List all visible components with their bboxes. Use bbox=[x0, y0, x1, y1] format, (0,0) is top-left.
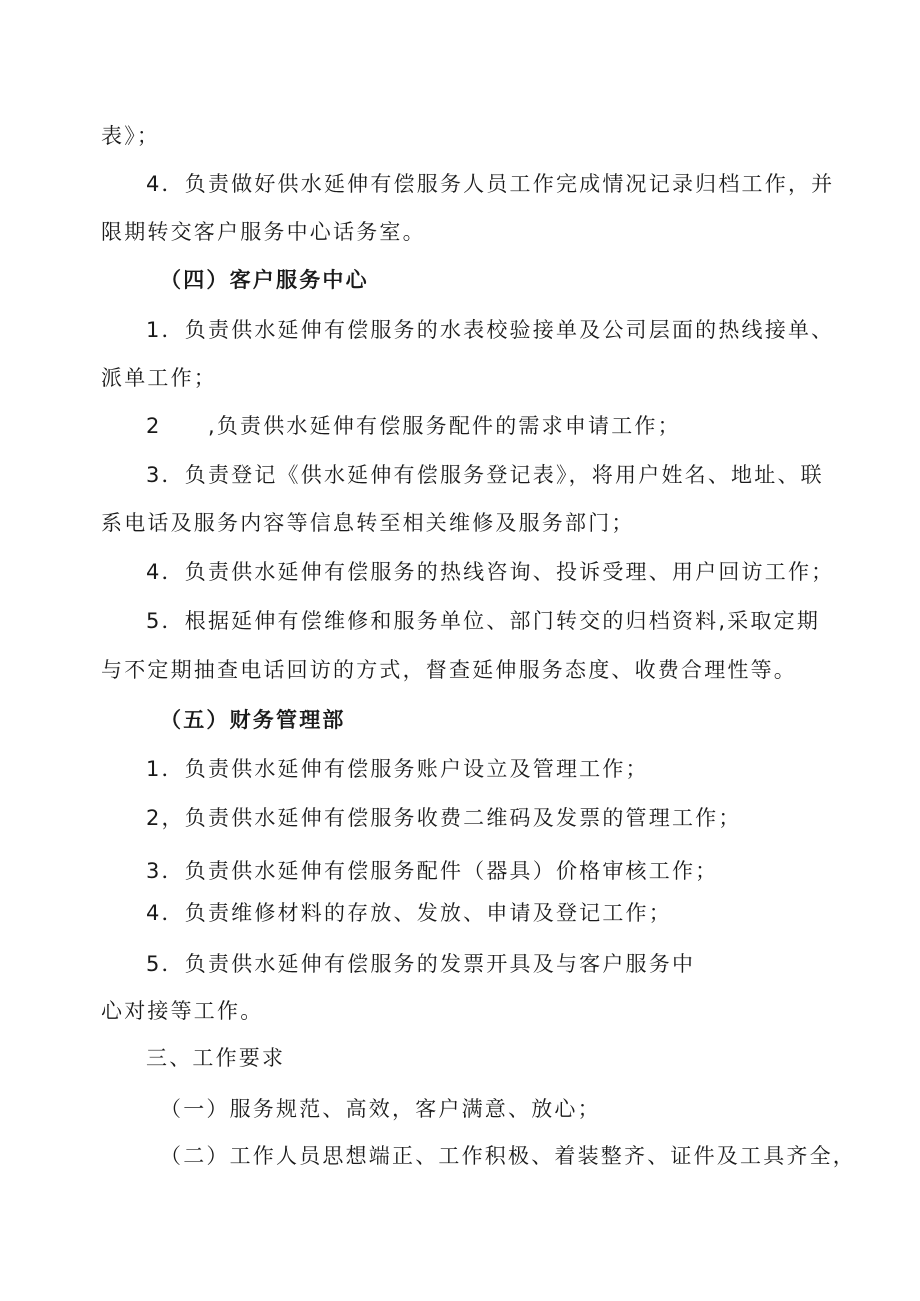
text-line: （二）工作人员思想端正、工作积极、着装整齐、证件及工具齐全， bbox=[160, 1144, 856, 1168]
text-line: 2，负责供水延伸有偿服务收费二维码及发票的管理工作； bbox=[146, 806, 742, 830]
text-line: 4．负责做好供水延伸有偿服务人员工作完成情况记录归档工作，并 bbox=[146, 172, 835, 196]
text-line: 派单工作； bbox=[101, 366, 217, 390]
text-line: 4．负责供水延伸有偿服务的热线咨询、投诉受理、用户回访工作； bbox=[146, 560, 835, 584]
section-heading: （五）财务管理部 bbox=[160, 708, 346, 732]
text-line: 5．负责供水延伸有偿服务的发票开具及与客户服务中 bbox=[146, 952, 696, 976]
text-line: 心对接等工作。 bbox=[101, 999, 264, 1023]
text-line: 表》； bbox=[101, 124, 161, 148]
section-heading: （四）客户服务中心 bbox=[160, 268, 369, 292]
text-line: 限期转交客户服务中心话务室。 bbox=[101, 220, 426, 244]
text-line: 系电话及服务内容等信息转至相关维修及服务部门； bbox=[101, 511, 635, 535]
text-line: 4．负责维修材料的存放、发放、申请及登记工作； bbox=[146, 901, 672, 925]
text-line: 3．负责供水延伸有偿服务配件（器具）价格审核工作； bbox=[146, 859, 719, 883]
section-heading: 三、工作要求 bbox=[146, 1046, 286, 1070]
text-line: 3．负责登记《供水延伸有偿服务登记表》，将用户姓名、地址、联 bbox=[146, 463, 824, 487]
text-line: 2 ,负责供水延伸有偿服务配件的需求申请工作； bbox=[146, 414, 681, 438]
text-line: 5．根据延伸有偿维修和服务单位、部门转交的归档资料,采取定期 bbox=[146, 609, 821, 633]
text-line: 与不定期抽查电话回访的方式，督查延伸服务态度、收费合理性等。 bbox=[101, 658, 797, 682]
text-line: （一）服务规范、高效，客户满意、放心； bbox=[160, 1097, 601, 1121]
text-line: 1．负责供水延伸有偿服务的水表校验接单及公司层面的热线接单、 bbox=[146, 318, 835, 342]
text-line: 1．负责供水延伸有偿服务账户设立及管理工作； bbox=[146, 757, 649, 781]
